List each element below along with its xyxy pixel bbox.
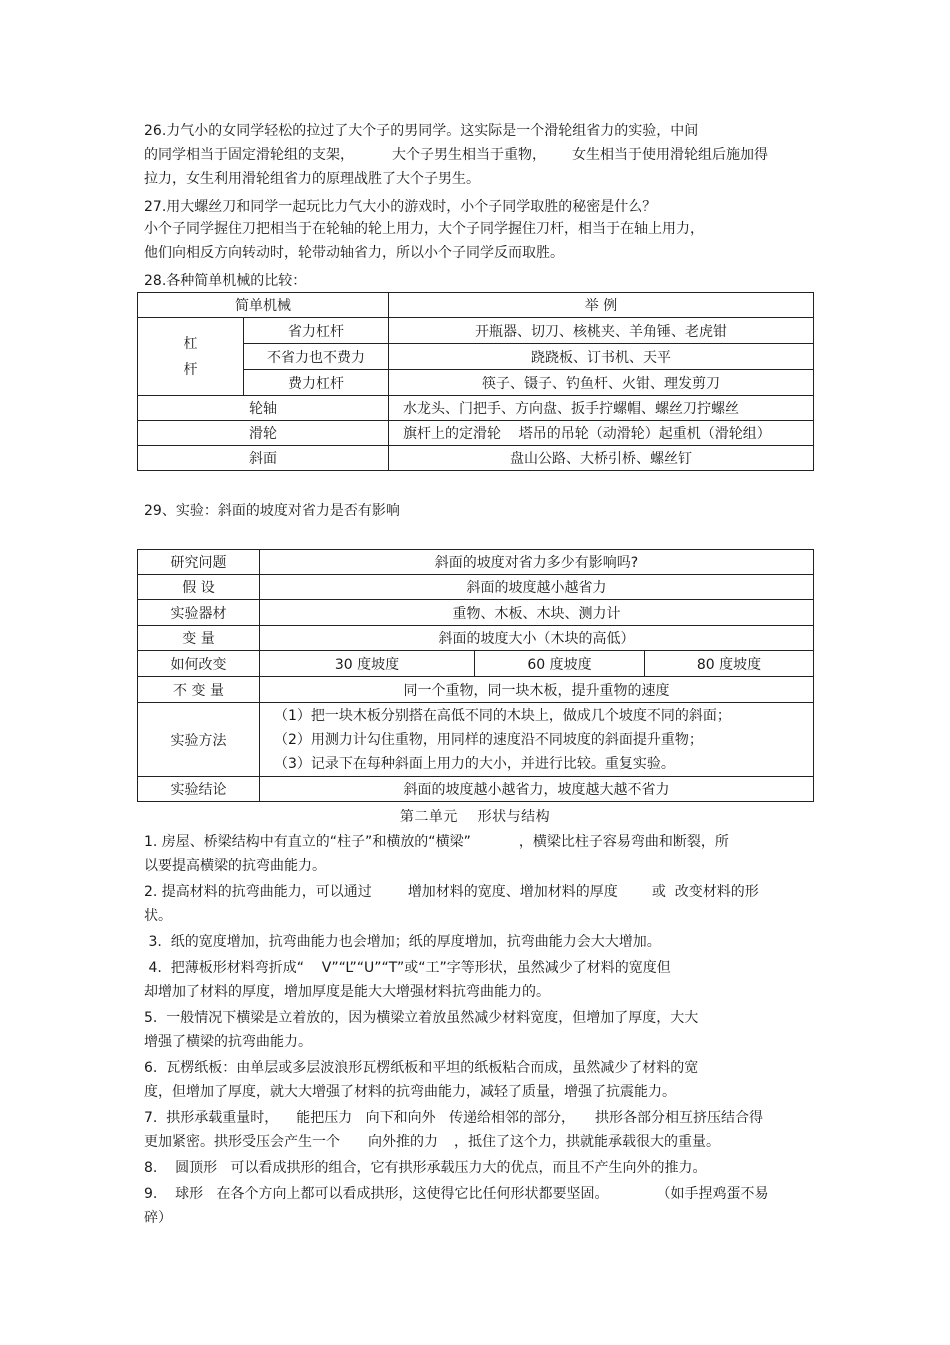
table-row	[138, 703, 814, 777]
machine-example: 筷子、镊子、钓鱼杆、火钳、理发剪刀	[389, 370, 814, 396]
q27-line-1: 27.用大螺丝刀和同学一起玩比力气大小的游戏时，小个子同学取胜的秘密是什么？	[144, 199, 657, 215]
table-row	[138, 575, 814, 600]
item-6-line-2: 度，但增加了厚度，就大大增强了材料的抗弯曲能力，减轻了质量，增强了抗震能力。	[144, 1084, 676, 1100]
machine-name: 费力杠杆	[244, 370, 389, 396]
machine-example: 旗杆上的定滑轮 塔吊的吊轮（动滑轮）起重机（滑轮组）	[389, 421, 814, 446]
table-row	[138, 777, 814, 802]
machine-name: 轮轴	[138, 396, 389, 421]
q26-line-3: 拉力，女生利用滑轮组省力的原理战胜了大个子男生。	[144, 171, 480, 187]
item-9b: （如手捏鸡蛋不易	[656, 1186, 769, 1202]
row-label: 研究问题	[138, 550, 260, 575]
item-1a: 1. 房屋、桥梁结构中有直立的“柱子”和横放的“横梁”	[144, 834, 471, 850]
item-7e: 向外推的力	[368, 1134, 438, 1150]
item-3-line-1: 3. 纸的宽度增加，抗弯曲能力也会增加；纸的厚度增加，抗弯曲能力会大大增加。	[144, 934, 661, 950]
machine-example: 水龙头、门把手、方向盘、扳手拧螺帽、螺丝刀拧螺丝	[389, 396, 814, 421]
machine-example: 盘山公路、大桥引桥、螺丝钉	[389, 446, 814, 471]
header-machine: 简单机械	[138, 293, 389, 318]
change-value: 30 度坡度	[260, 651, 475, 677]
q28-title: 28.各种简单机械的比较：	[144, 273, 307, 289]
row-value: 同一个重物，同一块木板，提升重物的速度	[260, 677, 814, 703]
change-value: 60 度坡度	[475, 651, 645, 677]
q26-line-2a: 的同学相当于固定滑轮组的支架，	[144, 147, 354, 163]
row-label: 假 设	[138, 575, 260, 600]
lever-label-char-2: 杆	[183, 361, 198, 378]
table-header-row	[138, 293, 814, 318]
experiment-table	[137, 549, 814, 802]
header-example: 举 例	[389, 293, 814, 318]
table-row	[138, 626, 814, 651]
item-7f: ，抵住了这个力，拱就能承载很大的重量。	[454, 1134, 720, 1150]
item-2a: 2. 提高材料的抗弯曲能力，可以通过	[144, 884, 372, 900]
row-label: 不 变 量	[138, 677, 260, 703]
q27-line-2: 小个子同学握住刀把相当于在轮轴的轮上用力，大个子同学握住刀杆，相当于在轴上用力，	[144, 221, 704, 237]
item-9-line-1	[144, 1184, 769, 1204]
method-step: （1）把一块木板分别搭在高低不同的木块上，做成几个坡度不同的斜面；	[274, 707, 731, 724]
item-7d: 更加紧密。拱形受压会产生一个	[144, 1134, 340, 1150]
machine-name: 斜面	[138, 446, 389, 471]
lever-label-char-1: 杠	[183, 335, 198, 352]
item-9-line-2: 碎）	[144, 1210, 172, 1226]
item-2c: 或 改变材料的形	[651, 884, 759, 900]
table-row	[138, 550, 814, 575]
table-row	[138, 600, 814, 626]
machine-name: 省力杠杆	[244, 318, 389, 344]
item-2b: 增加材料的宽度、增加材料的厚度	[407, 884, 618, 900]
q27-line-3: 他们向相反方向转动时，轮带动轴省力，所以小个子同学反而取胜。	[144, 245, 564, 261]
q26-line-2c: 女生相当于使用滑轮组后施加得	[572, 147, 768, 163]
table-row	[138, 677, 814, 703]
method-step: （3）记录下在每种斜面上用力的大小，并进行比较。重复实验。	[274, 755, 675, 772]
item-7-line-2	[144, 1132, 720, 1152]
row-label: 实验结论	[138, 777, 260, 802]
row-label: 实验器材	[138, 600, 260, 626]
row-label: 变 量	[138, 626, 260, 651]
item-1b: ，横梁比柱子容易弯曲和断裂，所	[518, 834, 729, 850]
row-label: 如何改变	[138, 651, 260, 677]
machine-example: 跷跷板、订书机、天平	[389, 344, 814, 370]
table-row	[138, 318, 814, 344]
item-7b: 能把压力 向下和向外 传递给相邻的部分，	[296, 1110, 575, 1126]
table-row	[138, 446, 814, 471]
table-row	[138, 396, 814, 421]
item-7-line-1	[144, 1108, 763, 1128]
row-value: 斜面的坡度大小（木块的高低）	[260, 626, 814, 651]
method-step: （2）用测力计勾住重物，用同样的速度沿不同坡度的斜面提升重物；	[274, 731, 703, 748]
unit-title: 第二单元 形状与结构	[399, 809, 551, 825]
table-row	[138, 651, 814, 677]
item-7c: 拱形各部分相互挤压结合得	[594, 1110, 763, 1126]
row-value: 斜面的坡度越小越省力	[260, 575, 814, 600]
table-row	[138, 421, 814, 446]
item-6-line-1: 6. 瓦楞纸板：由单层或多层波浪形瓦楞纸板和平坦的纸板粘合而成，虽然减少了材料的宽	[144, 1060, 699, 1076]
lever-group-label	[138, 318, 244, 396]
item-2-line-2: 状。	[144, 908, 172, 924]
q26-line-2b: 大个子男生相当于重物，	[392, 147, 546, 163]
q29-title: 29、实验：斜面的坡度对省力是否有影响	[144, 503, 400, 519]
q26-line-2	[144, 145, 768, 165]
change-value: 80 度坡度	[645, 651, 814, 677]
item-7a: 7. 拱形承载重量时，	[144, 1110, 279, 1126]
machine-name: 不省力也不费力	[244, 344, 389, 370]
row-value: 斜面的坡度对省力多少有影响吗?	[260, 550, 814, 575]
row-label: 实验方法	[138, 703, 260, 777]
row-value: 重物、木板、木块、测力计	[260, 600, 814, 626]
q26-line-1: 26.力气小的女同学轻松的拉过了大个子的男同学。这实际是一个滑轮组省力的实验，中间	[144, 123, 699, 139]
simple-machines-table	[137, 292, 814, 471]
item-1-line-1	[144, 832, 729, 852]
item-9a: 9. 球形 在各个方向上都可以看成拱形，这使得它比任何形状都要坚固。	[144, 1186, 609, 1202]
machine-example: 开瓶器、切刀、核桃夹、羊角锤、老虎钳	[389, 318, 814, 344]
item-5-line-2: 增强了横梁的抗弯曲能力。	[144, 1034, 312, 1050]
machine-name: 滑轮	[138, 421, 389, 446]
item-8-line-1: 8. 圆顶形 可以看成拱形的组合，它有拱形承载压力大的优点，而且不产生向外的推力。	[144, 1160, 707, 1176]
item-2-line-1	[144, 882, 759, 902]
method-steps	[260, 703, 814, 777]
row-value: 斜面的坡度越小越省力，坡度越大越不省力	[260, 777, 814, 802]
item-5-line-1: 5. 一般情况下横梁是立着放的，因为横梁立着放虽然减少材料宽度，但增加了厚度，大大	[144, 1010, 699, 1026]
item-1-line-2: 以要提高横梁的抗弯曲能力。	[144, 858, 326, 874]
item-4-line-2: 却增加了材料的厚度，增加厚度是能大大增强材料抗弯曲能力的。	[144, 984, 550, 1000]
item-4-line-1: 4. 把薄板形材料弯折成“ V”“L”“U”“T”或“工”字等形状，虽然减少了材料的宽度但	[144, 960, 671, 976]
